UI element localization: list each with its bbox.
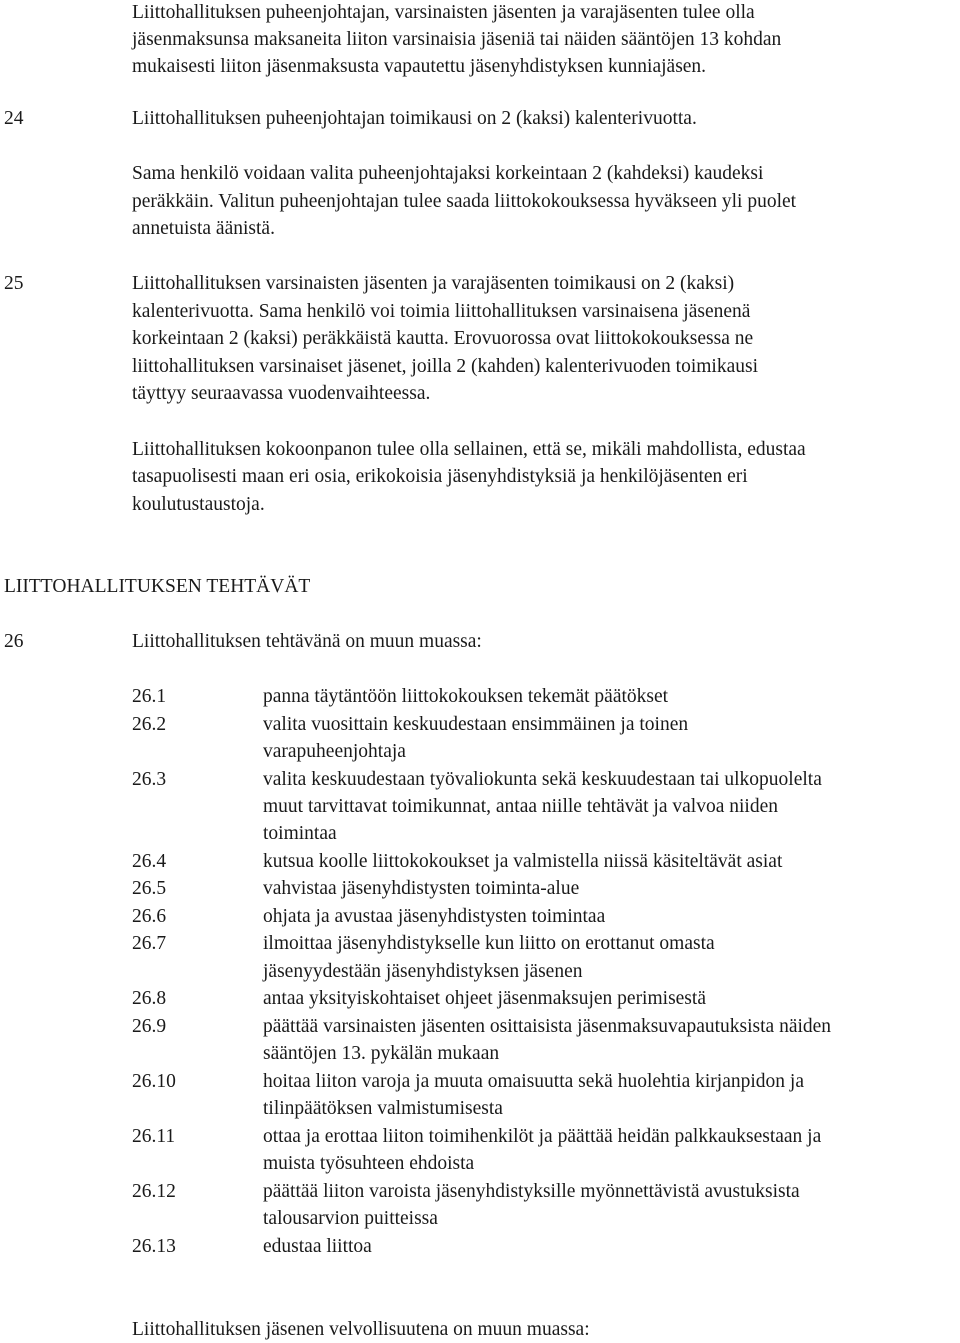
item-number: 26.9 [132,1016,167,1037]
paragraph-line: jäsenmaksunsa maksaneita liiton varsinaisia jäseniä tai näiden sääntöjen 13 kohdan [132,29,782,50]
paragraph-line: Sama henkilö voidaan valita puheenjohtajaksi korkeintaan 2 (kahdeksi) kaudeksi [132,163,764,184]
item-text: valita keskuudestaan työvaliokunta sekä keskuudestaan tai ulkopuolelta [263,769,822,790]
item-text: varapuheenjohtaja [263,741,406,762]
item-number: 26.2 [132,714,167,735]
item-text: edustaa liittoa [263,1236,372,1257]
item-text: kutsua koolle liittokokoukset ja valmistella niissä käsiteltävät asiat [263,851,783,872]
item-text: päättää varsinaisten jäsenten osittaisista jäsenmaksuvapautuksista näiden [263,1016,832,1037]
paragraph-line: koulutustaustoja. [132,494,265,515]
item-text: talousarvion puitteissa [263,1208,438,1229]
section-24-text: Liittohallituksen puheenjohtajan toimikausi on 2 (kaksi) kalenterivuotta. [132,108,697,129]
item-number: 26.7 [132,933,167,954]
paragraph-line: Liittohallituksen kokoonpanon tulee olla sellainen, että se, mikäli mahdollista, edustaa [132,439,806,460]
section-25-line: korkeintaan 2 (kaksi) peräkkäistä kautta. Erovuorossa ovat liittokokouksessa ne [132,328,754,349]
paragraph-line: mukaisesti liiton jäsenmaksusta vapautettu jäsenyhdistyksen kunniajäsen. [132,56,707,77]
paragraph-line: tasapuolisesti maan eri osia, erikokoisia jäsenyhdistyksiä ja henkilöjäsenten eri [132,466,748,487]
item-text: toimintaa [263,823,337,844]
paragraph-line: annetuista äänistä. [132,218,275,239]
section-26-intro: Liittohallituksen tehtävänä on muun muassa: [132,631,482,652]
section-number-24: 24 [4,108,24,129]
paragraph-line: Liittohallituksen puheenjohtajan, varsinaisten jäsenten ja varajäsenten tulee olla [132,2,755,23]
item-number: 26.6 [132,906,167,927]
item-text: jäsenyydestään jäsenyhdistyksen jäsenen [263,961,583,982]
section-25-line: Liittohallituksen varsinaisten jäsenten ja varajäsenten toimikausi on 2 (kaksi) [132,273,735,294]
item-number: 26.11 [132,1126,176,1147]
section-number-26: 26 [4,631,24,652]
item-number: 26.5 [132,878,167,899]
item-text: hoitaa liiton varoja ja muuta omaisuutta sekä huolehtia kirjanpidon ja [263,1071,804,1092]
closing-line: Liittohallituksen jäsenen velvollisuutena on muun muassa: [132,1319,590,1340]
section-25-line: liittohallituksen varsinaiset jäsenet, joilla 2 (kahden) kalenterivuoden toimikausi [132,356,759,377]
item-text: päättää liiton varoista jäsenyhdistyksille myönnettävistä avustuksista [263,1181,800,1202]
item-text: panna täytäntöön liittokokouksen tekemät päätökset [263,686,669,707]
item-text: ottaa ja erottaa liiton toimihenkilöt ja päättää heidän palkkauksestaan ja [263,1126,822,1147]
item-text: ohjata ja avustaa jäsenyhdistysten toimintaa [263,906,606,927]
item-text: antaa yksityiskohtaiset ohjeet jäsenmaksujen perimisestä [263,988,706,1009]
item-number: 26.4 [132,851,167,872]
section-25-line: täyttyy seuraavassa vuodenvaihteessa. [132,383,431,404]
item-text: valita vuosittain keskuudestaan ensimmäinen ja toinen [263,714,689,735]
item-number: 26.1 [132,686,167,707]
item-number: 26.3 [132,769,167,790]
item-number: 26.13 [132,1236,176,1257]
section-25-line: kalenterivuotta. Sama henkilö voi toimia liittohallituksen varsinaisena jäsenenä [132,301,751,322]
item-number: 26.8 [132,988,167,1009]
item-number: 26.12 [132,1181,176,1202]
paragraph-line: peräkkäin. Valitun puheenjohtajan tulee saada liittokokouksessa hyväkseen yli puolet [132,191,797,212]
item-text: ilmoittaa jäsenyhdistykselle kun liitto on erottanut omasta [263,933,715,954]
item-text: tilinpäätöksen valmistumisesta [263,1098,503,1119]
item-text: muut tarvittavat toimikunnat, antaa niille tehtävät ja valvoa niiden [263,796,778,817]
item-number: 26.10 [132,1071,176,1092]
item-text: vahvistaa jäsenyhdistysten toiminta-alue [263,878,580,899]
section-number-25: 25 [4,273,24,294]
section-heading: LIITTOHALLITUKSEN TEHTÄVÄT [4,576,311,597]
item-text: sääntöjen 13. pykälän mukaan [263,1043,500,1064]
item-text: muista työsuhteen ehdoista [263,1153,475,1174]
